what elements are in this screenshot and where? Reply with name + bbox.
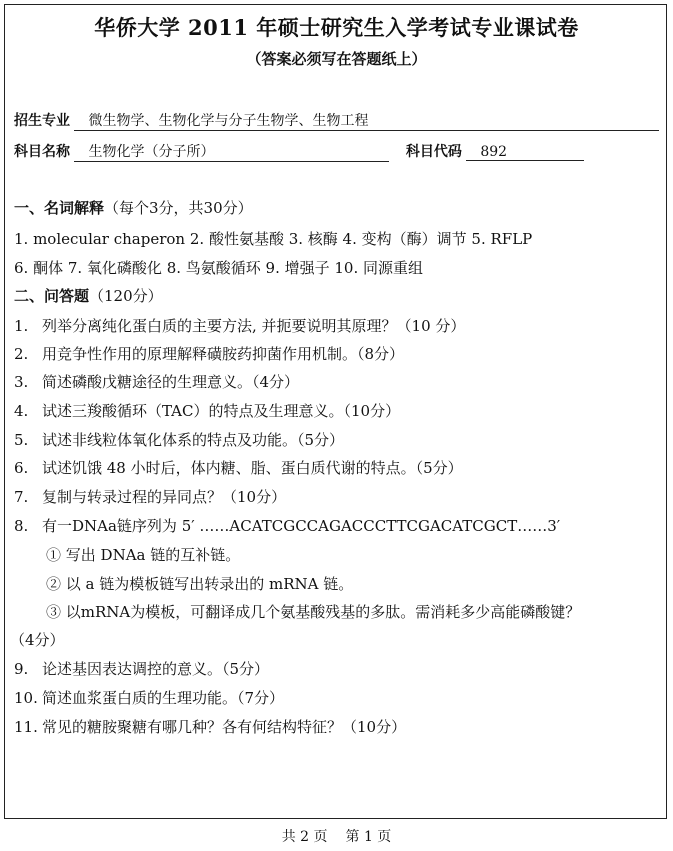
question-item bbox=[14, 315, 465, 336]
page-total: 共 2 页 bbox=[281, 829, 328, 845]
question-text: 试述非线粒体氧化体系的特点及功能。（5分） bbox=[42, 431, 345, 449]
section1-heading bbox=[14, 197, 253, 218]
question-item bbox=[14, 486, 286, 507]
exam-title: 华侨大学 2011 年硕士研究生入学考试专业课试卷 bbox=[94, 15, 579, 40]
question-item bbox=[14, 400, 400, 421]
question-text: 试述三羧酸循环（TAC）的特点及生理意义。（10分） bbox=[42, 402, 401, 420]
page-footer bbox=[0, 826, 673, 846]
question-text: 常见的糖胺聚糖有哪几种？各有何结构特征？（10分） bbox=[42, 718, 407, 736]
question-text: 复制与转录过程的异同点？（10分） bbox=[42, 488, 287, 506]
q8-sub-item: ① 写出 DNAa 链的互补链。 bbox=[46, 546, 241, 564]
question-number: 3. bbox=[14, 373, 29, 391]
question-text: 列举分离纯化蛋白质的主要方法, 并扼要说明其原理？（10 分） bbox=[42, 317, 466, 335]
section2-heading bbox=[14, 285, 163, 306]
section1-title: 一、名词解释 bbox=[14, 199, 105, 217]
question-number: 9. bbox=[14, 660, 29, 678]
question-text: 论述基因表达调控的意义。（5分） bbox=[42, 660, 270, 678]
major-value: 微生物学、生物化学与分子生物学、生物工程 bbox=[74, 110, 659, 131]
subject-row bbox=[14, 141, 584, 162]
q8-sub-item: ③ 以mRNA为模板，可翻译成几个氨基酸残基的多肽。需消耗多少高能磷酸键？ bbox=[46, 603, 581, 621]
question-item bbox=[14, 457, 463, 478]
section2-title: 二、问答题 bbox=[14, 287, 90, 305]
question-text: 简述磷酸戊糖途径的生理意义。（4分） bbox=[42, 373, 300, 391]
section2-note: （120分） bbox=[89, 287, 163, 305]
question-number: 10. bbox=[14, 689, 38, 707]
question-number: 1. bbox=[14, 317, 29, 335]
section1-note: （每个3分，共30分） bbox=[104, 199, 253, 217]
question-number: 11. bbox=[14, 718, 38, 736]
question-text: 用竞争性作用的原理解释磺胺药抑菌作用机制。（8分） bbox=[42, 345, 405, 363]
page-current: 第 1 页 bbox=[345, 829, 392, 845]
question-text: 有一DNAa链序列为 5′ ……ACATCGCCAGACCCTTCGACATCGCT……3′ bbox=[42, 517, 561, 535]
subject-value: 生物化学（分子所） bbox=[74, 141, 389, 162]
question-item bbox=[14, 429, 344, 450]
question-number: 2. bbox=[14, 345, 29, 363]
subject-label: 科目名称 bbox=[14, 144, 70, 160]
question-number: 5. bbox=[14, 431, 29, 449]
major-row bbox=[14, 110, 659, 131]
question-number: 6. bbox=[14, 459, 29, 477]
question-item bbox=[14, 687, 284, 708]
question-item bbox=[14, 343, 404, 364]
question-number: 8. bbox=[14, 517, 29, 535]
question-item bbox=[14, 515, 560, 536]
question-text: 简述血浆蛋白质的生理功能。（7分） bbox=[42, 689, 285, 707]
question-item bbox=[14, 658, 269, 679]
question-number: 7. bbox=[14, 488, 29, 506]
question-number: 4. bbox=[14, 402, 29, 420]
major-label: 招生专业 bbox=[14, 113, 70, 129]
section1-line2: 6. 酮体 7. 氧化磷酸化 8. 鸟氨酸循环 9. 增强子 10. 同源重组 bbox=[14, 259, 424, 277]
q8-sub-item: ② 以 a 链为模板链写出转录出的 mRNA 链。 bbox=[46, 575, 354, 593]
question-item bbox=[14, 371, 299, 392]
code-label: 科目代码 bbox=[405, 144, 462, 160]
section1-line1: 1. molecular chaperon 2. 酸性氨基酸 3. 核酶 4. 变构（酶）调节 5. RFLP bbox=[14, 230, 533, 248]
question-item bbox=[14, 716, 406, 737]
code-value: 892 bbox=[466, 144, 584, 161]
q8-score: （4分） bbox=[10, 631, 65, 649]
exam-subtitle: （答案必须写在答题纸上） bbox=[246, 50, 427, 68]
question-text: 试述饥饿 48 小时后，体内糖、脂、蛋白质代谢的特点。（5分） bbox=[42, 459, 463, 477]
